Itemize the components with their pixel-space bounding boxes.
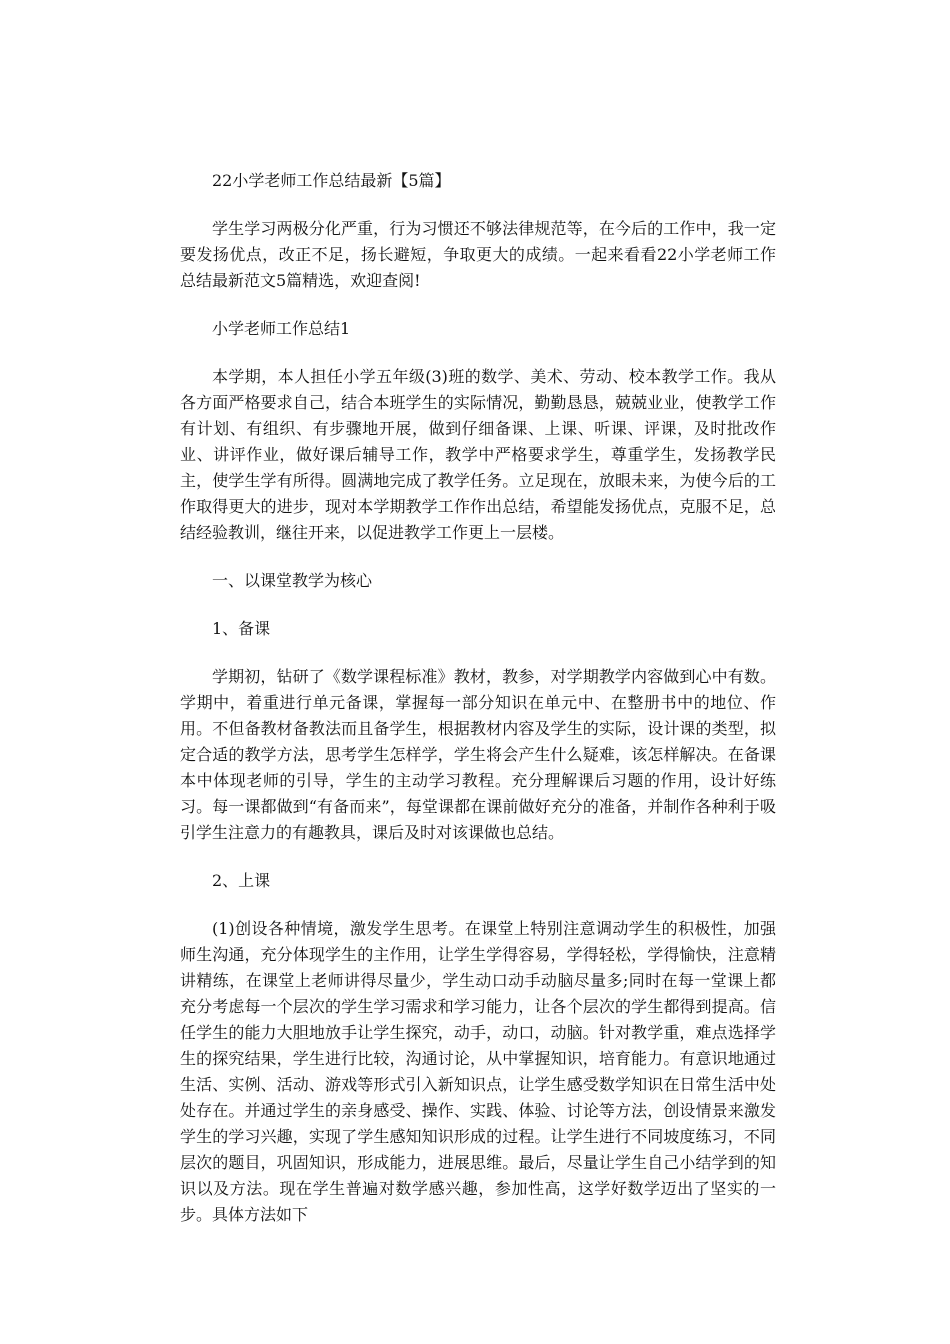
lesson-prep-paragraph: 学期初，钻研了《数学课程标准》教材，教参，对学期教学内容做到心中有数。学期中，着重进行单元备课，掌握每一部分知识在单元中、在整册书中的地位、作用。不但备教材备教法而且备学生，根据教材内容及学生的实际，设计课的类型，拟定合适的教学方法，思考学生怎样学，学生将会产生什么疑难，该怎样解决。在备课本中体现老师的引导，学生的主动学习教程。充分理解课后习题的作用，设计好练习。每一课都做到“有备而来”，每堂课都在课前做好充分的准备，并制作各种利于吸引学生注意力的有趣教具，课后及时对该课做也总结。 [180, 667, 776, 842]
document-title: 22小学老师工作总结最新【5篇】 [212, 171, 451, 190]
class-paragraph: (1)创设各种情境，激发学生思考。在课堂上特别注意调动学生的积极性，加强师生沟通，充分体现学生的主作用，让学生学得容易，学得轻松，学得愉快，注意精讲精练，在课堂上老师讲得尽量少，学生动口动手动脑尽量多;同时在每一堂课上都充分考虑每一个层次的学生学习需求和学习能力，让各个层次的学生都得到提高。信任学生的能力大胆地放手让学生探究，动手，动口，动脑。针对教学重，难点选择学生的探究结果，学生进行比较，沟通讨论，从中掌握知识，培育能力。有意识地通过生活、实例、活动、游戏等形式引入新知识点，让学生感受数学知识在日常生活中处处存在。并通过学生的亲身感受、操作、实践、体验、讨论等方法，创设情景来激发学生的学习兴趣，实现了学生感知知识形成的过程。让学生进行不同坡度练习，不同层次的题目，巩固知识，形成能力，进展思维。最后，尽量让学生自己小结学到的知识以及方法。现在学生普遍对数学感兴趣，参加性高，这学好数学迈出了坚实的一步。具体方法如下 [180, 919, 776, 1224]
heading-lesson-prep: 1、备课 [212, 619, 271, 638]
heading-core: 一、以课堂教学为核心 [212, 571, 373, 590]
document-body [180, 168, 776, 1250]
section-1-paragraph: 本学期，本人担任小学五年级(3)班的数学、美术、劳动、校本教学工作。我从各方面严格要求自己，结合本班学生的实际情况，勤勤恳恳，兢兢业业，使教学工作有计划、有组织、有步骤地开展，做到仔细备课、上课、听课、评课，及时批改作业、讲评作业，做好课后辅导工作，教学中严格要求学生，尊重学生，发扬教学民主，使学生学有所得。圆满地完成了教学任务。立足现在，放眼未来，为使今后的工作取得更大的进步，现对本学期教学工作作出总结，希望能发扬优点，克服不足，总结经验教训，继往开来，以促进教学工作更上一层楼。 [180, 367, 776, 542]
section-1-title: 小学老师工作总结1 [212, 319, 351, 338]
intro-paragraph: 学生学习两极分化严重，行为习惯还不够法律规范等，在今后的工作中，我一定要发扬优点，改正不足，扬长避短，争取更大的成绩。一起来看看22小学老师工作总结最新范文5篇精选，欢迎查阅! [180, 219, 776, 290]
heading-class: 2、上课 [212, 871, 271, 890]
